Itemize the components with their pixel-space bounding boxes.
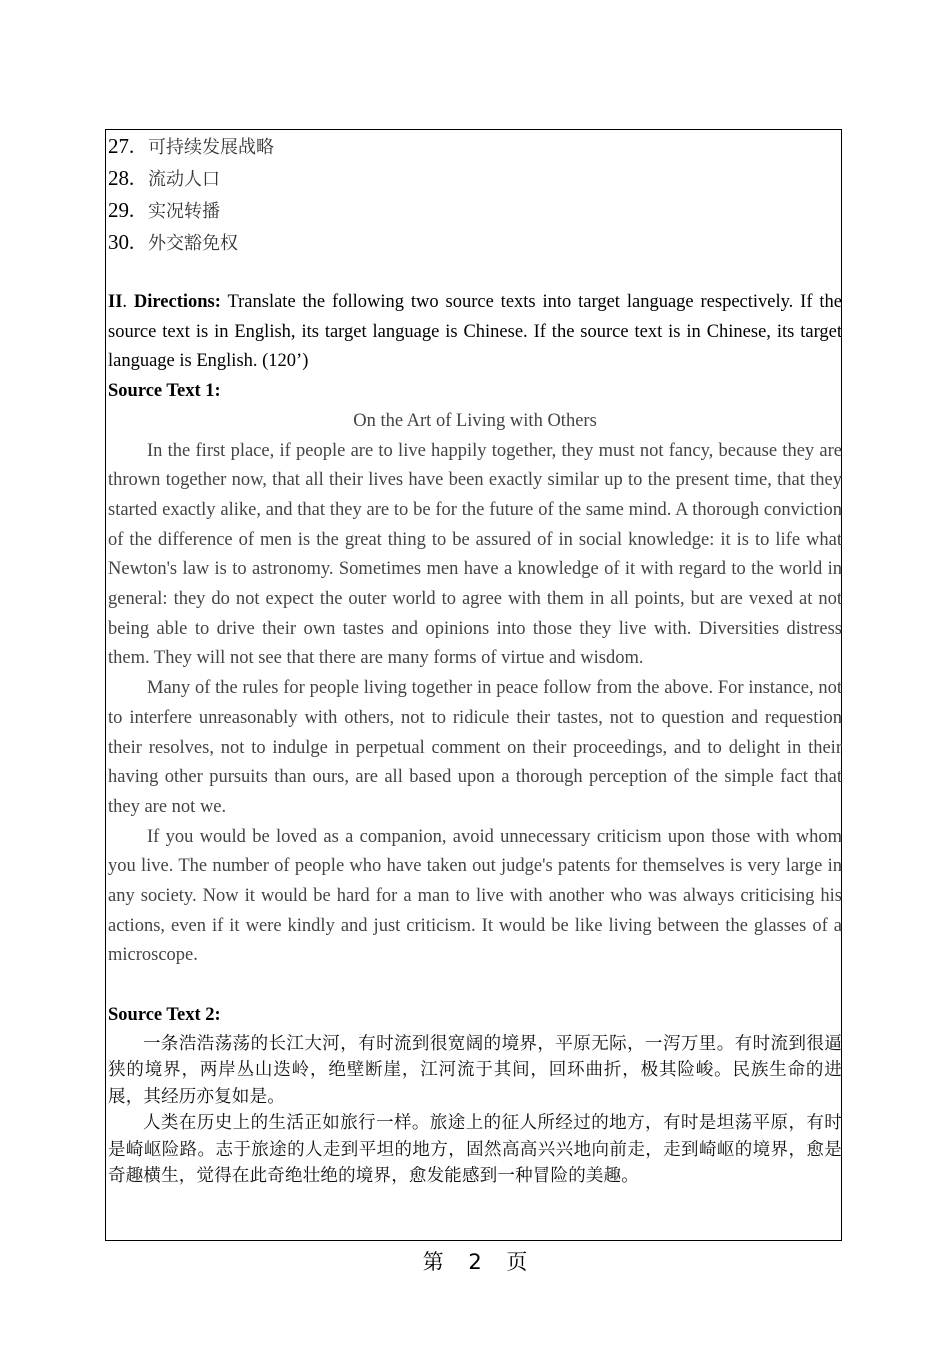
item-term: 流动人口: [148, 169, 220, 190]
source-text-1-paragraph: Many of the rules for people living together in peace follow from the above. For instance, not to interfere unreasonably with others, not to ridicule their tastes, not to question and requestion their resolves, not to indulge in perpetual comment on their proceedings, and to delight in their having other pursuits than ours, are all based upon a thorough perception of the simple fact that they are not we.: [108, 678, 842, 817]
vocab-list: [108, 131, 842, 259]
item-number: 30.: [108, 230, 135, 254]
source-text-1-heading: Source Text 1:: [108, 381, 221, 402]
page-number: 第 2 页: [422, 1250, 528, 1274]
list-item: [108, 227, 842, 259]
source-text-2-paragraph: 人类在历史上的生活正如旅行一样。旅途上的征人所经过的地方，有时是坦荡平原，有时是崎岖险路。志于旅途的人走到平坦的地方，固然高高兴兴地向前走，走到崎岖的境界，愈是奇趣横生，觉得在此奇绝壮绝的境界，愈发能感到一种冒险的美趣。: [108, 1113, 842, 1187]
list-item: [108, 195, 842, 227]
directions-text: Translate the following two source texts into target language respectively. If the source text is in English, its target language is Chinese. If the source text is in Chinese, its target language is English. (120’): [108, 292, 842, 372]
item-term: 可持续发展战略: [148, 137, 274, 158]
section-number: II: [108, 292, 123, 312]
directions-label: Directions:: [133, 292, 221, 312]
page-content: [108, 131, 842, 1190]
item-number: 29.: [108, 198, 135, 222]
directions: II. Directions: Translate the following two source texts into target language respectively. If the source text is in English, its target language is Chinese. If the source text is in Chinese, its target language is English. (120’): [108, 292, 842, 372]
list-item: [108, 163, 842, 195]
source-text-2-paragraph: 一条浩浩荡荡的长江大河，有时流到很宽阔的境界，平原无际，一泻万里。有时流到很逼狭的境界，两岸丛山迭岭，绝壁断崖，江河流于其间，回环曲折，极其险峻。民族生命的进展，其经历亦复如是。: [108, 1033, 842, 1107]
source-text-1-title: On the Art of Living with Others: [353, 410, 597, 431]
list-item: [108, 131, 842, 163]
item-number: 27.: [108, 134, 135, 158]
item-term: 实况转播: [148, 201, 220, 222]
source-text-1-paragraph: If you would be loved as a companion, avoid unnecessary criticism upon those with whom you live. The number of people who have taken out judge's patents for themselves is very large in any society. Now it would be hard for a man to live with another who was always criticising his actions, even if it were kindly and just criticism. It would be like living between the glasses of a microscope.: [108, 826, 842, 966]
source-text-1-paragraph: In the first place, if people are to live happily together, they must not fancy, because they are thrown together now, that all their lives have been exactly similar up to the present time, that they started exactly alike, and that they are to be for the future of the same mind. A thorough conviction of the difference of men is the great thing to be assured of in social knowledge: it is to life what Newton's law is to astronomy. Sometimes men have a knowledge of it with regard to the world in general: they do not expect the outer world to agree with them in all points, but are vexed at not being able to drive their own tastes and opinions into those they live with. Diversities distress them. They will not see that there are many forms of virtue and wisdom.: [108, 440, 842, 669]
item-number: 28.: [108, 166, 135, 190]
source-text-2-heading: Source Text 2:: [108, 1004, 221, 1025]
item-term: 外交豁免权: [148, 233, 238, 254]
